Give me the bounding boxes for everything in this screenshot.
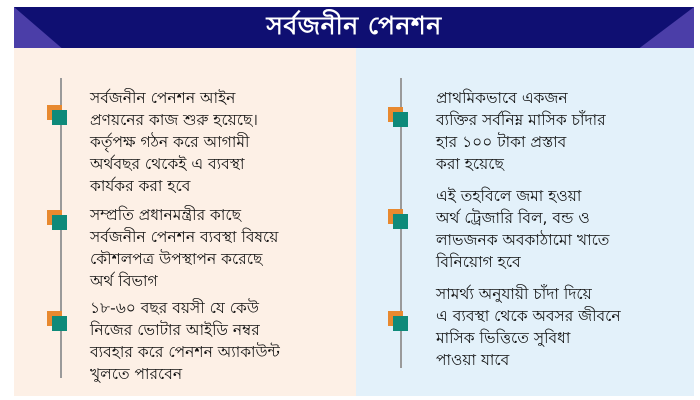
bullet-marker-icon — [52, 215, 67, 230]
bullet-marker-icon — [52, 110, 67, 125]
page-title: সর্বজনীন পেনশন — [266, 11, 442, 40]
bullet-marker-icon — [393, 316, 408, 331]
left-item-text: ১৮-৬০ বছর বয়সী যে কেউ নিজের ভোটার আইডি নম্বর ব্যবহার করে পেনশন অ্যাকাউন্ট খুলতে পারবেন — [90, 299, 280, 383]
bullet-marker-icon — [393, 214, 408, 229]
right-item-text: এই তহবিলে জমা হওয়া অর্থ ট্রেজারি বিল, বন্ড ও লাভজনক অবকাঠামো খাতে বিনিয়োগ হবে — [436, 187, 610, 271]
right-item-text: প্রাথমিকভাবে একজন ব্যক্তির সর্বনিম্ন মাসিক চাঁদার হার ১০০ টাকা প্রস্তাব করা হয়েছে — [436, 89, 606, 173]
bullet-marker-icon — [393, 112, 408, 127]
left-item-text: সম্প্রতি প্রধানমন্ত্রীর কাছে সর্বজনীন পেনশন ব্যবস্থা বিষয়ে কৌশলপত্র উপস্থাপন করেছে অর্থ বিভাগ — [90, 206, 279, 290]
bullet-marker-icon — [52, 316, 67, 331]
right-item-text: সামর্থ্য অনুযায়ী চাঁদা দিয়ে এ ব্যবস্থা থেকে অবসর জীবনে মাসিক ভিত্তিতে সুবিধা পাওয়া যাবে — [436, 285, 621, 369]
left-item-text: সর্বজনীন পেনশন আইন প্রণয়নের কাজ শুরু হয়েছে। কর্তৃপক্ষ গঠন করে আগামী অর্থবছর থেকেই এ ব্যবস্থা কার্যকর করা হবে — [90, 89, 258, 195]
